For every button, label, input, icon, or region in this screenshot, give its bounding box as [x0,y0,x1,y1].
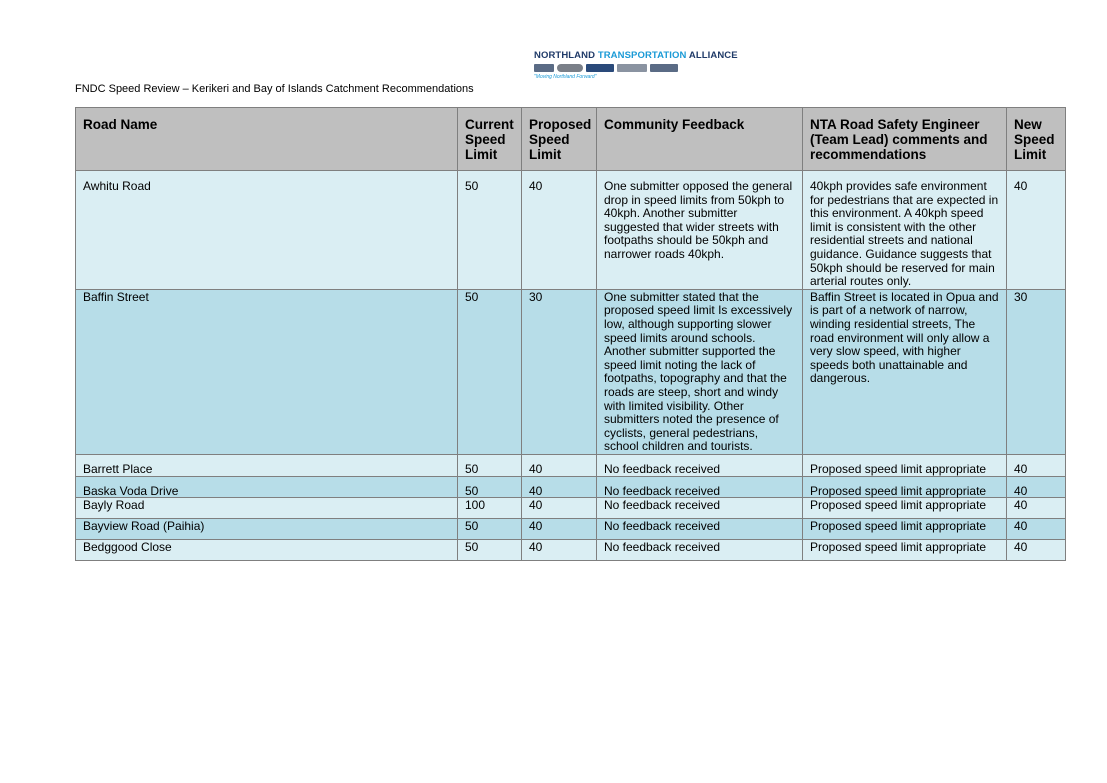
comments-cell: Proposed speed limit appropriate [803,519,1007,540]
proposed-limit-cell: 30 [522,289,597,454]
partner-logo-icon [557,64,583,72]
proposed-limit-cell: 40 [522,498,597,519]
comments-cell: 40kph provides safe environment for pedestrians that are expected in this environment. A 40kph speed limit is consistent with the other residential streets and national guidance. Guidance suggests that 50kph should be reserved for main arterial routes only. [803,171,1007,290]
comments-cell: Proposed speed limit appropriate [803,498,1007,519]
table-row [76,477,1066,498]
feedback-cell: No feedback received [597,477,803,498]
proposed-limit-cell: 40 [522,519,597,540]
table-row [76,498,1066,519]
current-limit-cell: 50 [458,540,522,561]
document-header: FNDC Speed Review – Kerikeri and Bay of Islands Catchment Recommendations [75,83,474,95]
logo-title [534,50,738,61]
current-limit-cell: 50 [458,477,522,498]
column-header-new-speed-limit: New Speed Limit [1007,108,1066,171]
current-limit-cell: 50 [458,171,522,290]
current-limit-cell: 100 [458,498,522,519]
current-limit-cell: 50 [458,289,522,454]
table-row [76,289,1066,454]
column-header-road-name: Road Name [76,108,458,171]
new-limit-cell: 40 [1007,498,1066,519]
new-limit-cell: 40 [1007,519,1066,540]
column-header-proposed-speed-limit: Proposed Speed Limit [522,108,597,171]
table-row [76,519,1066,540]
feedback-cell: No feedback received [597,519,803,540]
road-name-cell: Awhitu Road [76,171,458,290]
road-name-cell: Bayview Road (Paihia) [76,519,458,540]
road-name-cell: Baska Voda Drive [76,477,458,498]
column-header-community-feedback: Community Feedback [597,108,803,171]
speed-review-table [75,107,1066,561]
road-name-cell: Bedggood Close [76,540,458,561]
partner-logo-icon [534,64,554,72]
feedback-cell: No feedback received [597,540,803,561]
column-header-engineer-comments: NTA Road Safety Engineer (Team Lead) comments and recommendations [803,108,1007,171]
partner-logos [534,63,704,73]
current-limit-cell: 50 [458,519,522,540]
comments-cell: Proposed speed limit appropriate [803,477,1007,498]
road-name-cell: Barrett Place [76,454,458,477]
proposed-limit-cell: 40 [522,454,597,477]
table-row [76,540,1066,561]
logo-title-transportation: TRANSPORTATION [597,50,687,61]
proposed-limit-cell: 40 [522,477,597,498]
feedback-cell: One submitter stated that the proposed speed limit Is excessively low, although supporting slower speed limits around schools. Another submitter supported the speed limit noting the lack of footpaths, topography and that the roads are steep, short and windy with limited visibility. Other submitters noted the presence of cyclists, general pedestrians, school children and tourists. [597,289,803,454]
table-row [76,171,1066,290]
new-limit-cell: 40 [1007,540,1066,561]
new-limit-cell: 40 [1007,477,1066,498]
table-header-row [76,108,1066,171]
comments-cell: Proposed speed limit appropriate [803,454,1007,477]
partner-logo-icon [586,64,614,72]
logo-title-alliance: ALLIANCE [688,50,738,61]
new-limit-cell: 40 [1007,454,1066,477]
road-name-cell: Baffin Street [76,289,458,454]
comments-cell: Baffin Street is located in Opua and is part of a network of narrow, winding residential streets, The road environment will only allow a very slow speed, with higher speeds both unattainable and dangerous. [803,289,1007,454]
feedback-cell: No feedback received [597,498,803,519]
logo-title-northland: NORTHLAND [534,50,596,61]
road-name-cell: Bayly Road [76,498,458,519]
column-header-current-speed-limit: Current Speed Limit [458,108,522,171]
proposed-limit-cell: 40 [522,540,597,561]
new-limit-cell: 30 [1007,289,1066,454]
proposed-limit-cell: 40 [522,171,597,290]
partner-logo-icon [650,64,678,72]
logo-tagline: "Moving Northland Forward" [534,74,597,80]
comments-cell: Proposed speed limit appropriate [803,540,1007,561]
table-row [76,454,1066,477]
feedback-cell: No feedback received [597,454,803,477]
current-limit-cell: 50 [458,454,522,477]
partner-logo-icon [617,64,647,72]
feedback-cell: One submitter opposed the general drop in speed limits from 50kph to 40kph. Another submitter suggested that wider streets with footpaths should be 50kph and narrower roads 40kph. [597,171,803,290]
new-limit-cell: 40 [1007,171,1066,290]
nta-logo [534,50,738,84]
